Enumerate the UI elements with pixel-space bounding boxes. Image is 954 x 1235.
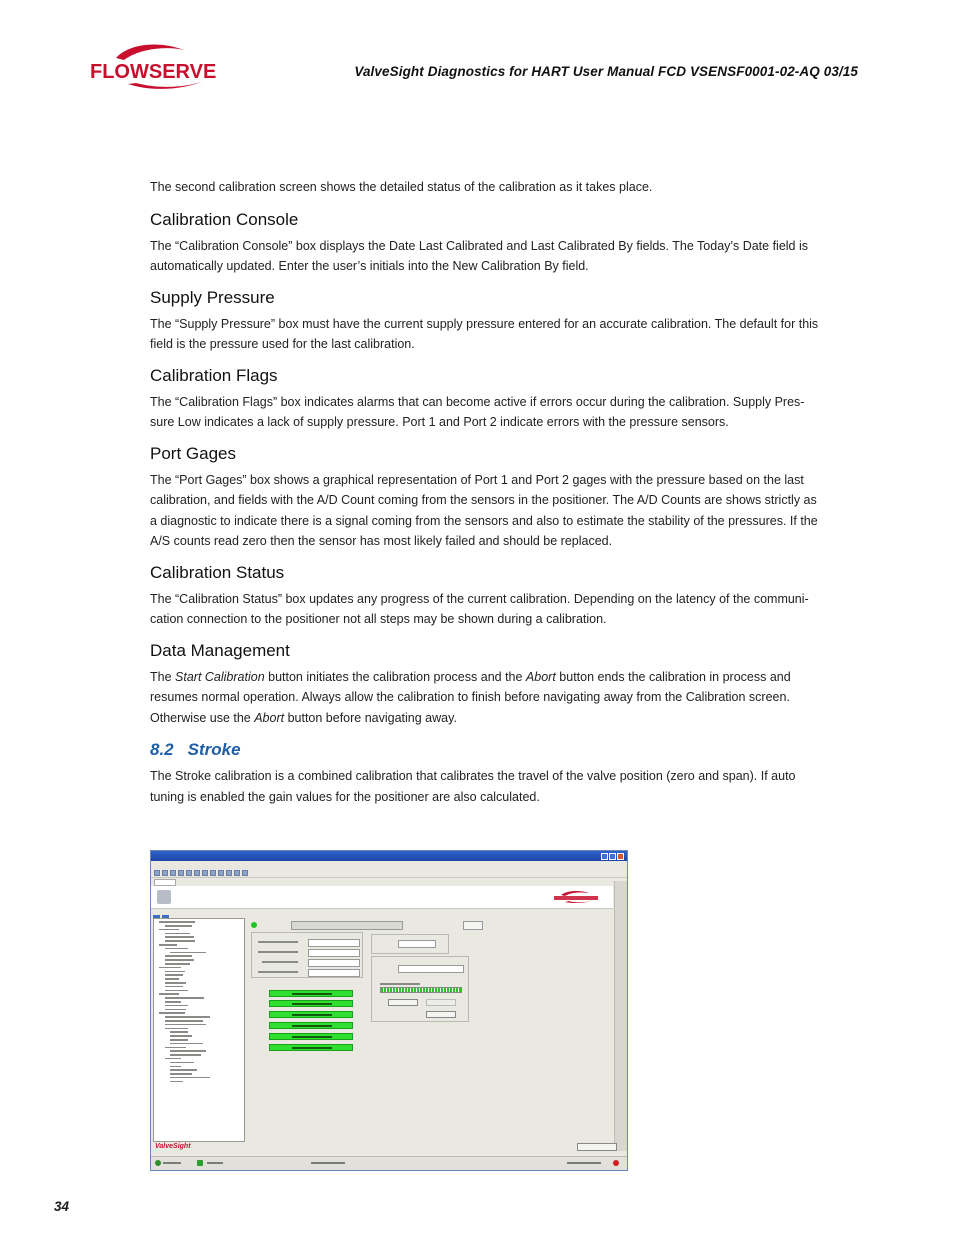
flag-5 [269, 1033, 353, 1040]
toolbar-icon [202, 870, 208, 876]
device-tab [151, 878, 627, 886]
heading-calibration-status: Calibration Status [150, 562, 285, 582]
field-todays-date [308, 959, 360, 967]
document-title: ValveSight Diagnostics for HART User Manual FCD VSENSF0001-02-AQ 03/15 [354, 64, 858, 79]
toolbar-icon [162, 870, 168, 876]
abort-button[interactable] [426, 999, 456, 1006]
body-stroke: The Stroke calibration is a combined calibration that calibrates the travel of the valve position (zero and span). If auto tuning is enabled the gain values for the positioner are also calculated. [150, 769, 796, 804]
device-info-bar [151, 886, 613, 909]
body-supply-pressure: The “Supply Pressure” box must have the current supply pressure entered for an accurate calibration. The default for this field is the pressure used for the last calibration. [150, 316, 819, 351]
close-button[interactable] [577, 1143, 617, 1151]
start-calibration-button[interactable] [388, 999, 418, 1006]
field-last-by [308, 949, 360, 957]
section-calibration-console [150, 209, 825, 277]
maximize-icon [609, 853, 616, 860]
flowserve-mini-logo [553, 890, 599, 904]
screenshot-toolbar [151, 868, 627, 878]
screenshot-bottom-bar [151, 1140, 613, 1156]
screenshot-statusbar [151, 1156, 627, 1171]
label-date-last [258, 941, 298, 943]
heading-calibration-console: Calibration Console [150, 209, 299, 229]
heading-data-management: Data Management [150, 640, 290, 660]
calibration-progress-bar [380, 987, 462, 993]
section-title-text: Stroke [187, 740, 241, 759]
status-indicator-icon [251, 922, 257, 928]
supply-pressure-group [371, 934, 449, 954]
flag-6 [269, 1044, 353, 1051]
flag-3 [269, 1011, 353, 1018]
toolbar-icon [194, 870, 200, 876]
section-port-gages [150, 443, 825, 552]
screenshot-menubar [151, 861, 627, 868]
exit-button[interactable] [426, 1011, 456, 1018]
calibration-flags-group [251, 984, 361, 1134]
body-calibration-flags: The “Calibration Flags” box indicates alarms that can become active if errors occur during the calibration. Supply Pres-sure Low indicates a lack of supply pressure. Port 1 and Port 2 indicate errors with the pressure sensors. [150, 394, 805, 429]
positioner-icon [157, 890, 171, 904]
screenshot-titlebar [151, 851, 627, 861]
page-number: 34 [54, 1199, 70, 1214]
calibration-screenshot [150, 850, 628, 1171]
device-status-icon [197, 1160, 203, 1166]
logo-text: FLOWSERVE [90, 61, 217, 83]
field-calibration-status [398, 965, 464, 973]
toolbar-icon [186, 870, 192, 876]
dm-text-2: button initiates the calibration process and the [264, 669, 526, 684]
page-content [150, 177, 825, 807]
navigation-tree [153, 918, 245, 1142]
toolbar-icon [210, 870, 216, 876]
flag-2 [269, 1000, 353, 1007]
flowserve-logo [88, 42, 224, 92]
intro-paragraph: The second calibration screen shows the detailed status of the calibration as it takes place. [150, 180, 653, 194]
status-button [463, 921, 483, 930]
heading-port-gages: Port Gages [150, 443, 236, 463]
label-calibration-progress [380, 983, 420, 985]
toolbar-icon [226, 870, 232, 876]
toolbar-icon [154, 870, 160, 876]
close-icon [617, 853, 624, 860]
valvesight-brand: ValveSight [155, 1143, 191, 1150]
device-tab-label [154, 879, 176, 886]
dm-start-calibration: Start Calibration [175, 669, 265, 684]
label-new-by [258, 971, 298, 973]
section-number: 8.2 [150, 740, 174, 759]
right-panel-strip [614, 881, 627, 1151]
section-data-management [150, 640, 825, 729]
flag-1 [269, 990, 353, 997]
dm-text-4: button before navigating away. [284, 710, 457, 725]
flag-4 [269, 1022, 353, 1029]
dm-text-3: button ends the calibration in process and resumes normal operation. Always allow the calibration to finish before navigating away from the Calibration screen. Otherwise use the [150, 669, 791, 725]
calibration-status-group [371, 956, 469, 1022]
error-status-icon [613, 1160, 619, 1166]
section-title-stroke [150, 740, 825, 760]
field-date-last [308, 939, 360, 947]
toolbar-icon [234, 870, 240, 876]
label-last-by [258, 951, 298, 953]
connected-icon [155, 1160, 161, 1166]
status-field [291, 921, 403, 930]
toolbar-icon [170, 870, 176, 876]
minimize-icon [601, 853, 608, 860]
section-calibration-status [150, 562, 825, 630]
body-port-gages: The “Port Gages” box shows a graphical representation of Port 1 and Port 2 gages with the pressure based on the last calibration, and fields with the A/D Count coming from the sensors in the positioner. The A/D Counts are shows strictly as a diagnostic to indicate there is a signal coming from the sensors and also to estimate the stability of the pressures. If the A/S counts read zero then the sensor has most likely failed and should be replaced. [150, 472, 818, 548]
toolbar-icon [178, 870, 184, 876]
status-row [251, 921, 521, 929]
toolbar-icon [242, 870, 248, 876]
navigation-toolbar [151, 909, 247, 918]
body-calibration-console: The “Calibration Console” box displays the Date Last Calibrated and Last Calibrated By fields. The Today’s Date field is automatically updated. Enter the user’s initials into the New Calibration By field. [150, 238, 808, 273]
section-supply-pressure [150, 287, 825, 355]
calibration-panel [247, 918, 599, 1140]
dm-text-1: The [150, 669, 176, 684]
dm-abort-1: Abort [525, 669, 556, 684]
field-supply-pressure [398, 940, 436, 948]
section-calibration-flags [150, 365, 825, 433]
heading-supply-pressure: Supply Pressure [150, 287, 275, 307]
calibration-console-group [251, 932, 363, 978]
body-data-management [150, 667, 825, 729]
label-todays-date [262, 961, 298, 963]
heading-calibration-flags: Calibration Flags [150, 365, 278, 385]
toolbar-icon [218, 870, 224, 876]
body-calibration-status: The “Calibration Status” box updates any progress of the current calibration. Depending on the latency of the communi-cation connection to the positioner not all steps may be shown during a calibration. [150, 591, 809, 626]
dm-abort-2: Abort [254, 710, 285, 725]
field-new-by [308, 969, 360, 977]
